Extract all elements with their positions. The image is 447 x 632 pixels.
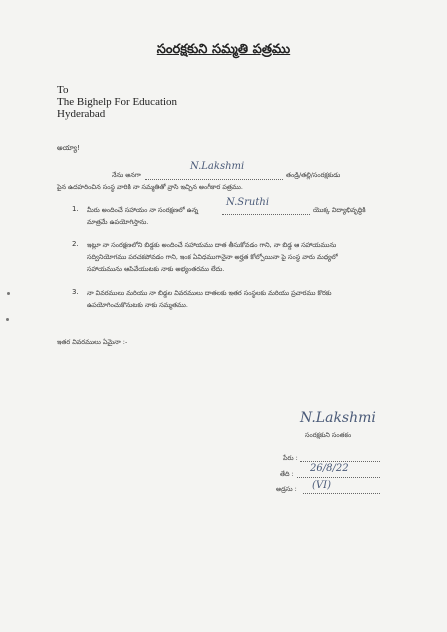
point-2-line1: ఇట్లూ నా సంరక్షణలోని బిడ్డకు అందించే సహాయము దాత తీసుకోవడం గాని, నా బిడ్డ ఆ సహాయమును: [87, 241, 337, 249]
address-value: (VI): [312, 480, 331, 491]
name-field-line: [300, 454, 380, 462]
point-3-number: 3.: [72, 288, 79, 296]
point-2-number: 2.: [72, 240, 79, 248]
page-title: సంరక్షకుని సమ్మతి పత్రము: [156, 42, 291, 57]
other-details: ఇతర వివరములు ఏమైనా :-: [57, 338, 128, 346]
name-field-label: పేరు :: [283, 454, 298, 462]
point-1-prefix: మీరు అందించే సహాయం నా సంరక్షణలో ఉన్న: [87, 206, 199, 214]
date-value: 26/8/22: [310, 463, 349, 474]
date-field-label: తేది :: [280, 470, 294, 478]
guardian-name-line: [145, 172, 283, 180]
address-to: To: [57, 84, 69, 96]
scan-mark: [6, 318, 9, 321]
student-name-line: [222, 207, 310, 215]
intro-line2: పైన ఉదహరించిన సంస్థ వారికి నా సమ్మతితో వ్రాసి ఇచ్చిన అంగీకార పత్రము.: [57, 183, 243, 191]
signature-label: సంరక్షకుని సంతకం: [305, 431, 352, 439]
point-1-line2: మాత్రమే ఉపయోగిస్తాను.: [87, 218, 149, 226]
point-2-line3: సహాయమును ఆపివేయుటకు నాకు అభ్యంతరము లేదు.: [87, 265, 225, 273]
salutation: అయ్యా!: [57, 144, 80, 152]
point-1-number: 1.: [72, 205, 79, 213]
point-1-suffix: యొక్క విద్యాభివృద్ధికి: [313, 206, 366, 214]
point-2-line2: సద్వినియోగము పరచకపోవడం గాని, ఇంక ఏవిధముగానైనా అర్హత కోల్పోయినా పై సంస్థ వారు మధ్యలో: [87, 253, 338, 261]
guardian-signature: N.Lakshmi: [300, 410, 376, 426]
guardian-name-handwritten: N.Lakshmi: [190, 161, 245, 172]
address-city: Hyderabad: [57, 108, 106, 120]
address-field-label: అడ్రసు :: [276, 485, 297, 493]
intro-suffix: తండ్రి/తల్లి/సంరక్షకుడు: [286, 171, 341, 179]
scan-mark: [7, 292, 10, 295]
point-3-line1: నా వివరములు మరియు నా బిడ్డల వివరములు దాతలకు ఇతర సంస్థలకు మరియు ప్రచారము కొరకు: [87, 289, 332, 297]
student-name-handwritten: N.Sruthi: [226, 197, 270, 208]
point-3-line2: ఉపయోగించుకొనుటకు నాకు సమ్మతము.: [87, 301, 188, 309]
intro-prefix: నేను అనగా: [112, 171, 141, 179]
address-org: The Bighelp For Education: [57, 96, 178, 108]
